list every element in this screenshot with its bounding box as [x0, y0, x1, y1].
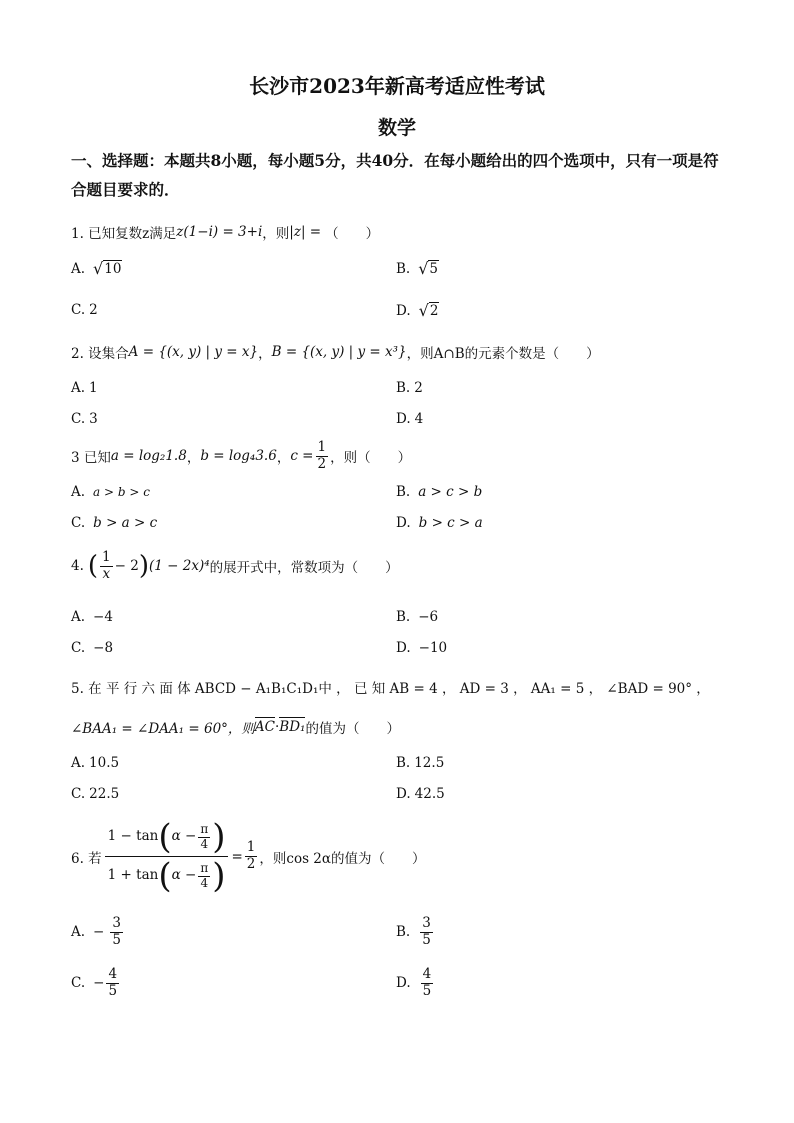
sqrt-expression: √ 10 — [93, 259, 122, 279]
fraction: $\frac{1}{x}$ — [102, 549, 111, 582]
q1-option-d — [396, 302, 439, 319]
q6-option-b: B. $\frac{3}{5}$ — [396, 915, 431, 948]
q4-option-b: B. −6 — [396, 609, 439, 625]
fraction: $\frac{4}{5}$ — [108, 966, 118, 999]
q3-option-d: D. b > c > a — [396, 515, 483, 531]
q3-option-c: C. b > a > c — [71, 515, 158, 531]
set-a: A = {(x, y) | y = x} — [128, 344, 259, 360]
question-6-stem: 6. 若 1 − tan ( α − $\frac{\pi}{4}$ ) 1 + tan ( α − $\frac{\pi}{4}$ ) = $\frac{1}{2}$ ，则cos 2α的值为（ ） — [71, 817, 426, 896]
q1-stem-math: z(1−i) = 3+i — [176, 224, 263, 240]
q4-option-a: A. −4 — [71, 609, 113, 625]
q4-option-d: D. −10 — [396, 640, 448, 656]
q1-stem-math-2: |z| = — [289, 224, 322, 240]
vector-bd1: BD₁ — [279, 719, 306, 735]
question-4-stem: 4. ( $\frac{1}{x}$ − 2 ) (1 − 2x)⁴ 的展开式中，常数项为（ ） — [71, 549, 399, 582]
q4-option-c: C. −8 — [71, 640, 114, 656]
q3-option-a: A. a > b > c — [71, 484, 150, 500]
question-3-stem: 3 已知 a = log₂1.8 ， b = log₄3.6 ， c = $\frac{1}{2}$ ，则（ ） — [71, 439, 412, 472]
subject-title: 数学 — [377, 117, 416, 139]
q6-option-a: A. − $\frac{3}{5}$ — [71, 915, 121, 948]
q1-option-b — [396, 260, 439, 277]
section-heading: 一、选择题：本题共8小题，每小题5分，共40分．在每小题给出的四个选项中，只有一项是符合题目要求的． — [71, 151, 719, 199]
question-2-stem: 2. 设集合 A = {(x, y) | y = x} ， B = {(x, y) | y = x³} ，则A∩B的元素个数是（ ） — [71, 344, 600, 362]
option-label: B. — [396, 260, 411, 277]
q6-option-c: C. − $\frac{4}{5}$ — [71, 966, 118, 999]
q5-option-b: B. 12.5 — [396, 755, 445, 771]
option-label: D. — [396, 302, 411, 319]
q1-stem-pre: 1. 已知复数z满足 — [71, 226, 177, 242]
set-b: B = {(x, y) | y = x³} — [271, 344, 407, 360]
q1-stem-post-1: ，则 — [262, 226, 290, 242]
q2-option-b: B. 2 — [396, 380, 423, 396]
big-fraction: 1 − tan ( α − $\frac{\pi}{4}$ ) 1 + tan ( α − $\frac{\pi}{4}$ ) — [105, 818, 229, 895]
exam-title: 长沙市2023年新高考适应性考试 — [249, 74, 545, 98]
q5-option-c: C. 22.5 — [71, 786, 120, 802]
q2-option-c: C. 3 — [71, 411, 98, 427]
fraction: $\frac{3}{5}$ — [112, 915, 121, 948]
fraction: $\frac{1}{2}$ — [317, 439, 327, 472]
q5-option-a: A. 10.5 — [71, 755, 120, 771]
q1-stem-post-2: （ ） — [325, 226, 380, 242]
q6-option-d: D. $\frac{4}{5}$ — [396, 966, 432, 999]
vector-ac: AC — [254, 719, 275, 735]
fraction: $\frac{3}{5}$ — [422, 915, 431, 948]
q1-option-a — [71, 260, 122, 277]
question-1-stem — [71, 222, 379, 242]
question-5-stem-line-2: ∠BAA₁ = ∠DAA₁ = 60°，则 AC · BD₁ 的值为（ ） — [71, 719, 400, 737]
option-label: A. — [71, 260, 86, 277]
q2-option-d: D. 4 — [396, 411, 424, 427]
q5-option-d: D. 42.5 — [396, 786, 445, 802]
sqrt-expression: √ 2 — [418, 301, 439, 321]
q1-option-c: C. 2 — [71, 302, 98, 318]
fraction: $\frac{1}{2}$ — [246, 839, 256, 872]
q2-option-a: A. 1 — [71, 380, 98, 396]
sqrt-expression: √ 5 — [418, 259, 439, 279]
option-label: C. — [71, 302, 86, 318]
q3-option-b: B. a > c > b — [396, 484, 483, 500]
fraction: $\frac{4}{5}$ — [422, 966, 432, 999]
question-5-stem-line-1: 5. 在 平 行 六 面 体 ABCD − A₁B₁C₁D₁中 ， 已 知 AB = 4 ， AD = 3 ， AA₁ = 5 ， ∠BAD = 90° ， — [71, 681, 710, 697]
